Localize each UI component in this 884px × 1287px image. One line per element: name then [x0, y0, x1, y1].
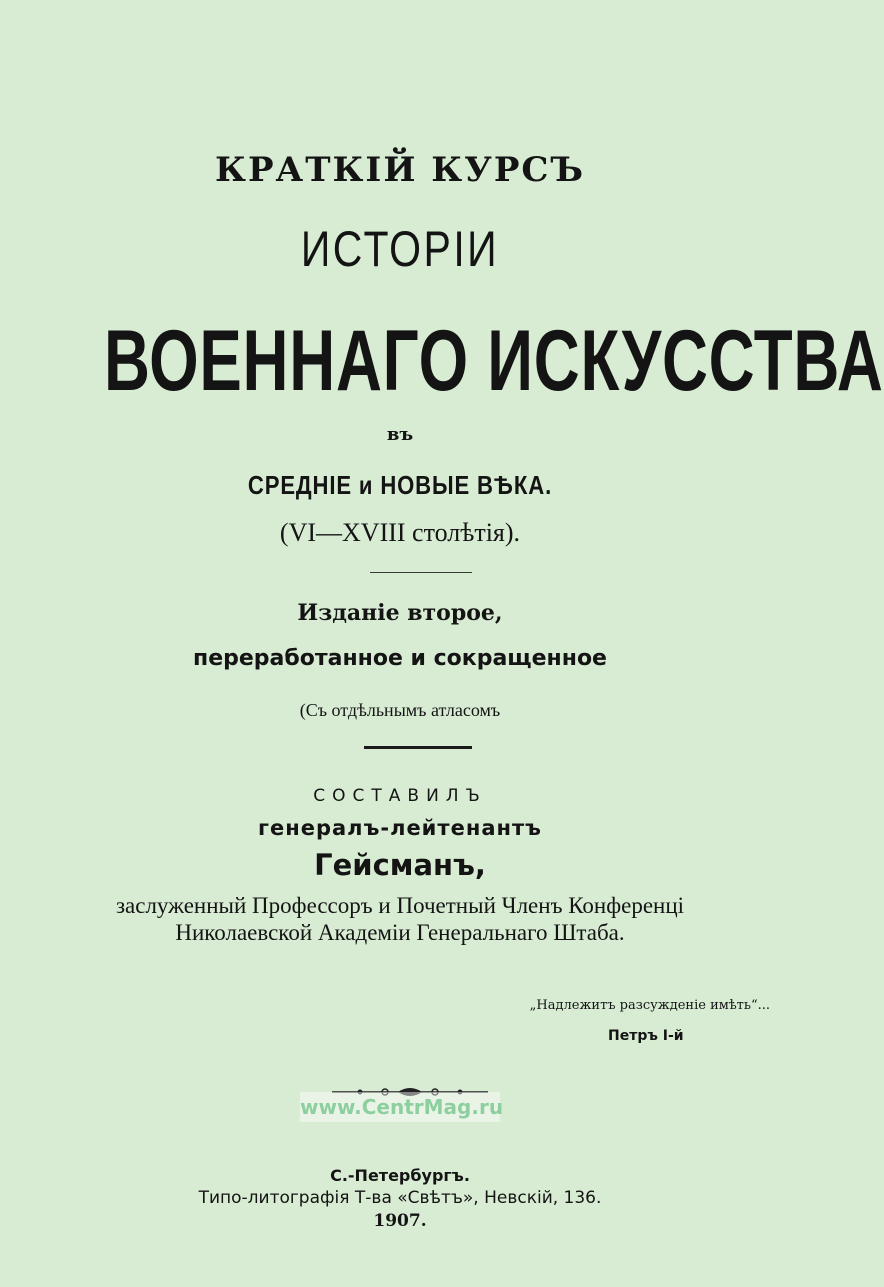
divider-thick — [364, 746, 472, 749]
subtitle-centuries: (VI—XVIII столѣтія). — [279, 518, 521, 547]
imprint-year: 1907. — [373, 1211, 427, 1231]
title-main: ВОЕННАГО ИСКУССТВА — [104, 313, 884, 409]
watermark: www.CentrMag.ru — [300, 1092, 500, 1122]
atlas-note: (Съ отдѣльнымъ атласомъ — [299, 700, 501, 720]
edition-label: Изданіе второе, — [297, 600, 503, 626]
title-kratkiy-kurs: КРАТКІЙ КУРСЪ — [215, 150, 585, 190]
edition-description: переработанное и сокращенное — [193, 646, 607, 671]
epigraph-attribution: Петръ I-й — [608, 1028, 684, 1044]
author-title-line2: Николаевской Академіи Генеральнаго Штаба. — [175, 920, 625, 945]
subtitle-ages: СРЕДНІЕ и НОВЫЕ ВѢКА. — [247, 470, 553, 500]
imprint-press: Типо-литографія Т-ва «Свѣтъ», Невскій, 136. — [198, 1188, 602, 1208]
epigraph-quote: „Надлежитъ разсужденіе имѣть“... — [529, 998, 770, 1013]
author-title-line1: заслуженный Профессоръ и Почетный Членъ Конференці — [115, 893, 685, 918]
author-rank: генералъ-лейтенантъ — [258, 816, 542, 840]
compiled-by-label: СОСТАВИЛЪ — [313, 786, 487, 806]
imprint-city: С.-Петербургъ. — [330, 1166, 470, 1185]
divider-thin — [370, 572, 472, 573]
title-preposition: въ — [386, 424, 414, 445]
title-istorii: ИСТОРІИ — [300, 221, 500, 277]
author-name: Гейсманъ, — [314, 848, 486, 882]
